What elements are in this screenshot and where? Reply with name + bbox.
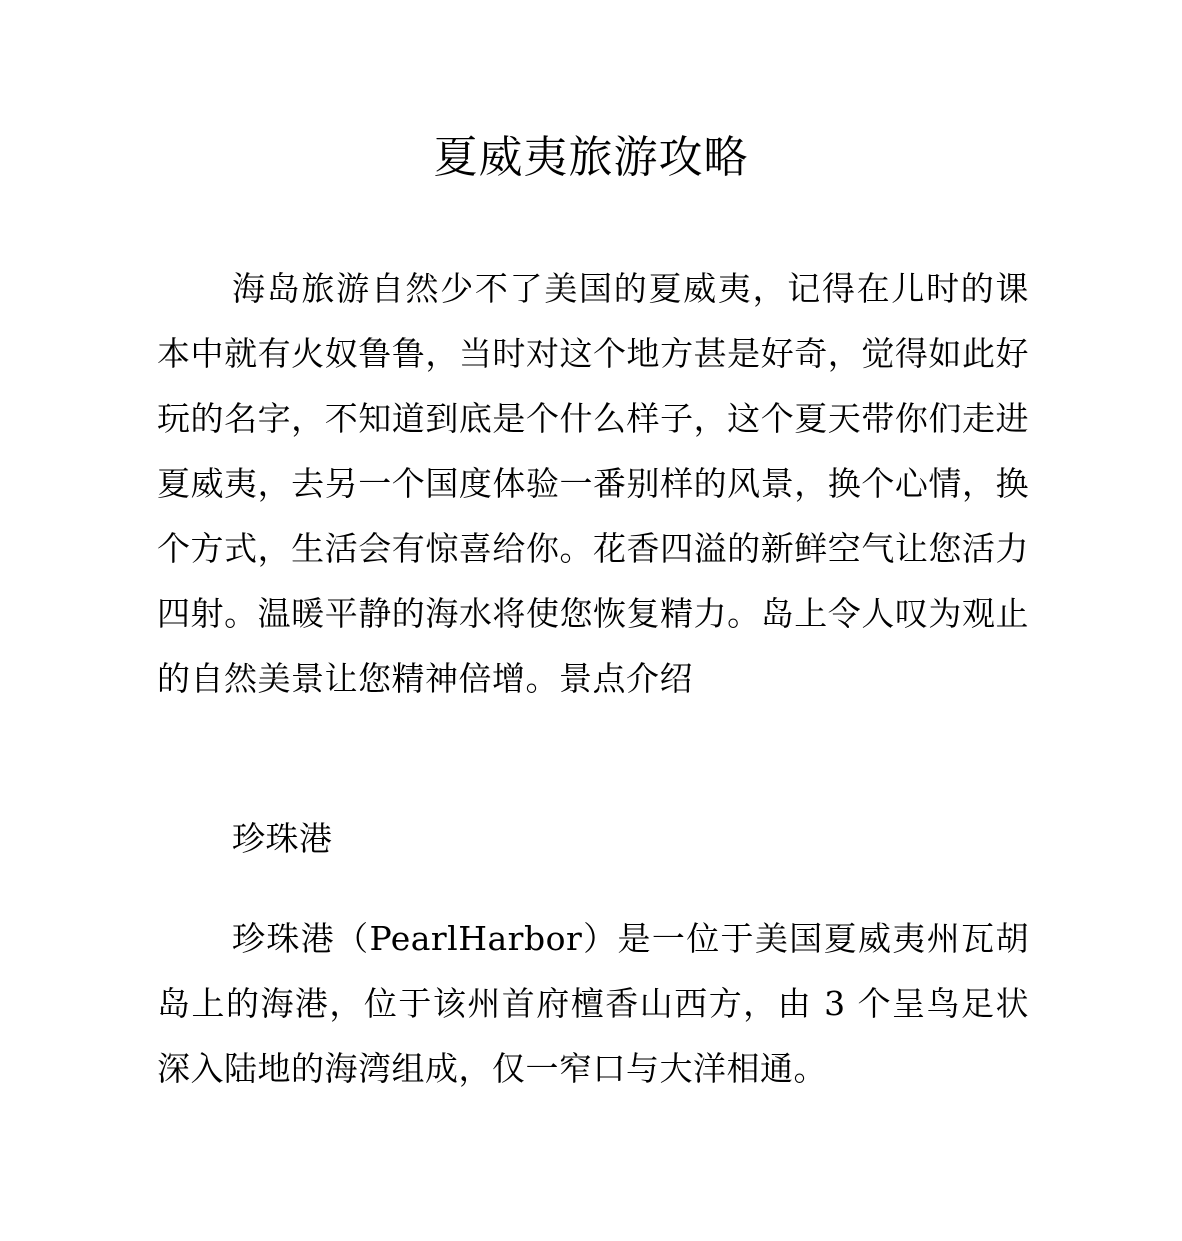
section-heading-pearl-harbor: 珍珠港 bbox=[232, 819, 333, 858]
pearl-harbor-paragraph: 珍珠港（PearlHarbor）是一位于美国夏威夷州瓦胡岛上的海港，位于该州首府檀香山西方，由 3 个呈鸟足状深入陆地的海湾组成，仅一窄口与大洋相通。 bbox=[157, 919, 1029, 1088]
document-title: 夏威夷旅游攻略 bbox=[433, 132, 749, 183]
intro-paragraph: 海岛旅游自然少不了美国的夏威夷，记得在儿时的课本中就有火奴鲁鲁，当时对这个地方甚是好奇，觉得如此好玩的名字，不知道到底是个什么样子，这个夏天带你们走进夏威夷，去另一个国度体验一番别样的风景，换个心情，换个方式，生活会有惊喜给你。花香四溢的新鲜空气让您活力四射。温暖平静的海水将使您恢复精力。岛上令人叹为观止的自然美景让您精神倍增。景点介绍 bbox=[157, 269, 1029, 698]
